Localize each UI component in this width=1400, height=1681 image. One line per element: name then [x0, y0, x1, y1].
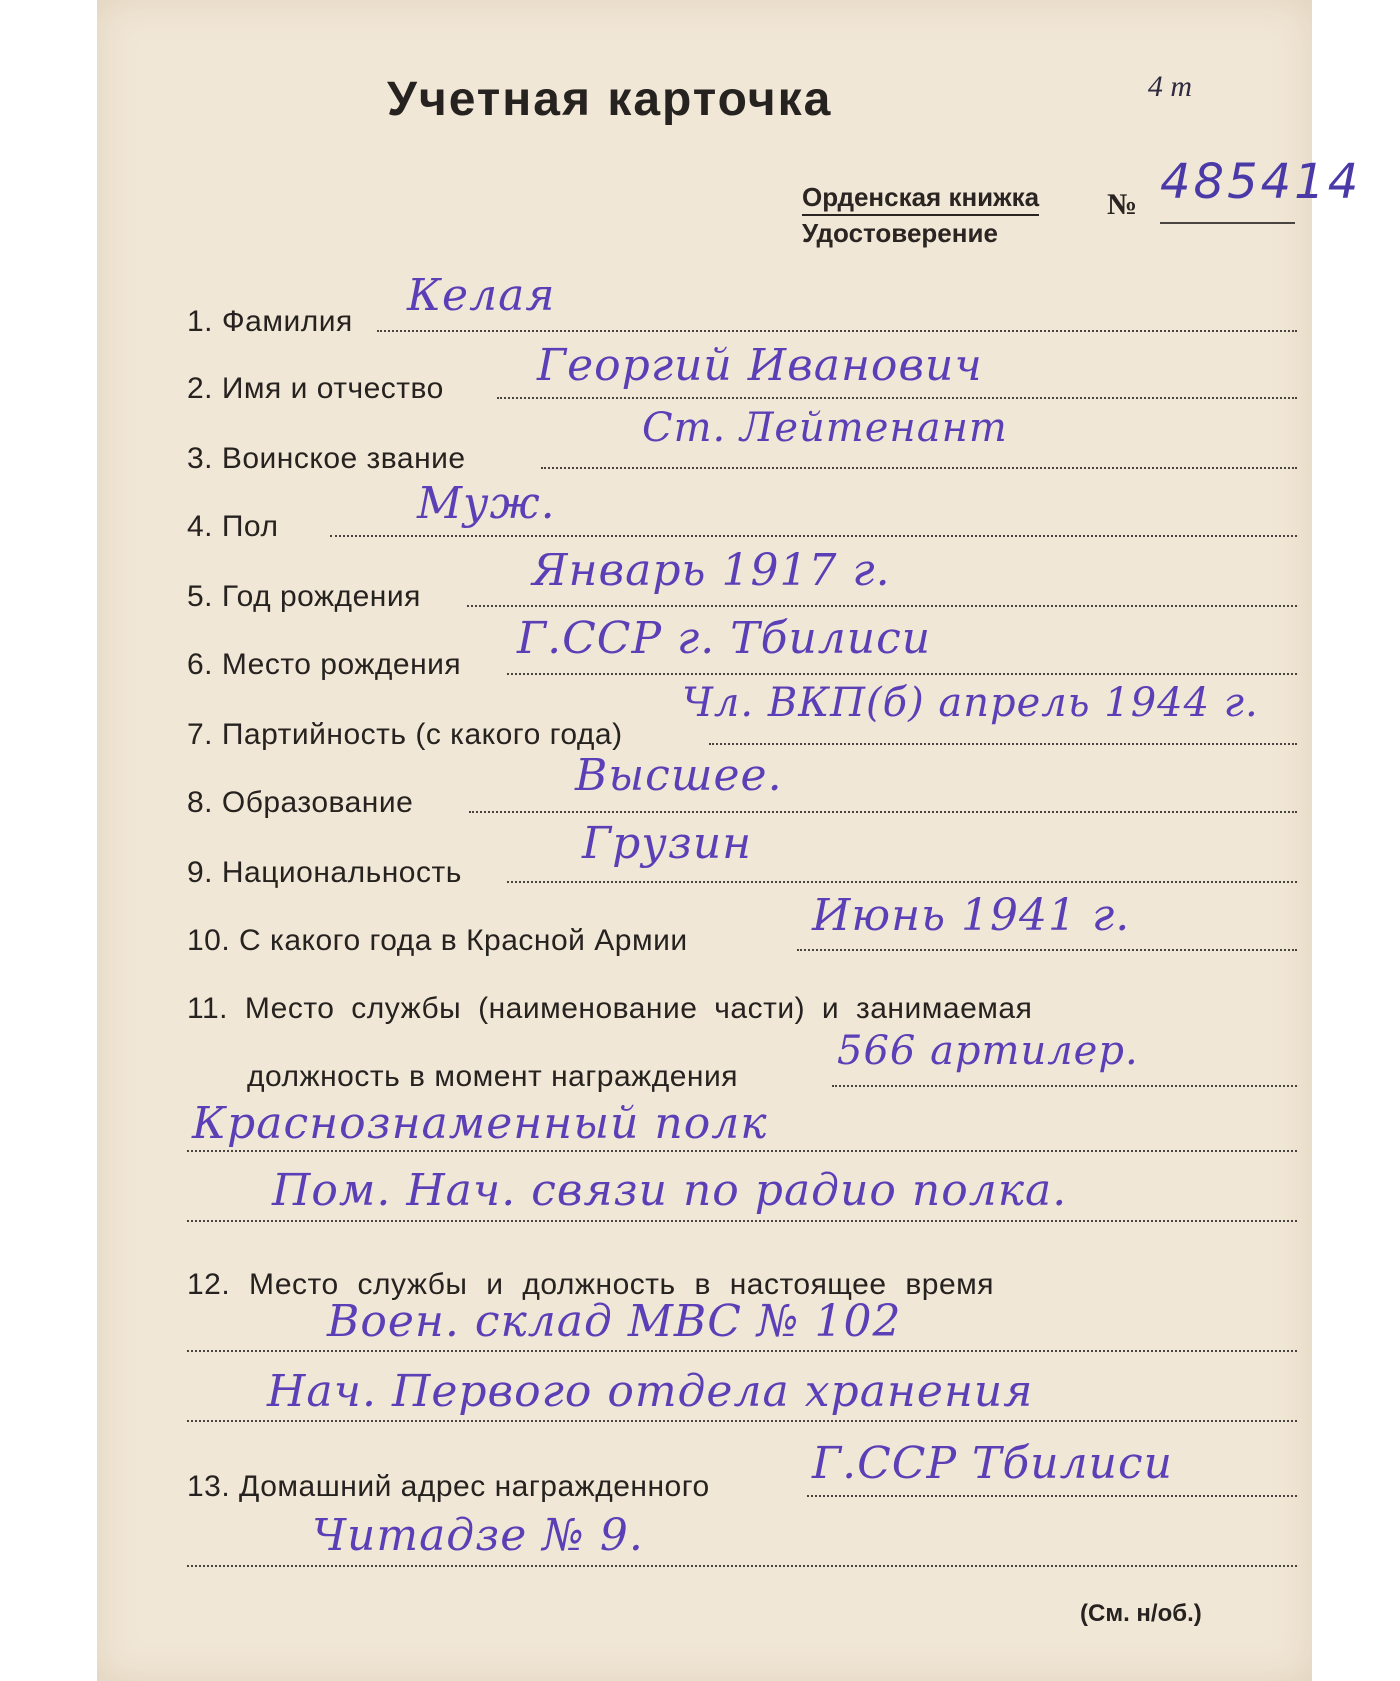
field-home-address-rule-2	[187, 1565, 1297, 1567]
document-type-block	[802, 180, 1039, 250]
field-rank-rule	[541, 467, 1297, 469]
field-birthplace-label: 6. Место рождения	[187, 648, 462, 681]
doc-type-certificate: Удостоверение	[802, 218, 998, 248]
field-name-label: 2. Имя и отчество	[187, 372, 444, 405]
field-surname-label: 1. Фамилия	[187, 305, 353, 338]
corner-note: 4 т	[1147, 70, 1192, 103]
field-service-label-line2: должность в момент награждения	[247, 1060, 738, 1093]
field-birthplace-value: Г.ССР г. Тбилиси	[517, 613, 932, 664]
field-birth-year-label: 5. Год рождения	[187, 580, 421, 613]
field-party-rule	[709, 743, 1297, 745]
field-nationality-label: 9. Национальность	[187, 856, 462, 889]
field-home-address-label: 13. Домашний адрес награжденного	[187, 1470, 710, 1503]
footnote-see-reverse: (См. н/об.)	[1080, 1600, 1202, 1627]
field-education-value: Высшее.	[575, 750, 783, 801]
field-party-label: 7. Партийность (с какого года)	[187, 718, 623, 751]
field-rank-value: Ст. Лейтенант	[642, 405, 1008, 451]
field-service-rule-2	[187, 1150, 1297, 1152]
doc-type-order-book: Орденская книжка	[802, 180, 1039, 216]
field-current-service-value-1: Воен. склад МВС № 102	[327, 1296, 902, 1347]
field-current-service-label: 12. Место службы и должность в настоящее время	[187, 1268, 995, 1301]
field-sex-label: 4. Пол	[187, 510, 279, 543]
field-home-address-value-2: Читадзе № 9.	[312, 1510, 644, 1561]
field-service-value-3: Пом. Нач. связи по радио полка.	[272, 1165, 1068, 1216]
field-sex-rule	[330, 535, 1297, 537]
field-service-value-1: 566 артилер.	[837, 1028, 1139, 1074]
field-nationality-rule	[507, 881, 1297, 883]
field-current-service-rule-2	[187, 1420, 1297, 1422]
field-army-year-label: 10. С какого года в Красной Армии	[187, 924, 688, 957]
field-army-year-rule	[797, 949, 1297, 951]
field-sex-value: Муж.	[417, 478, 556, 529]
field-surname-value: Келая	[407, 270, 556, 321]
card-title: Учетная карточка	[387, 73, 833, 126]
field-name-rule	[497, 397, 1297, 399]
field-service-rule-1	[832, 1085, 1297, 1087]
field-service-rule-3	[187, 1220, 1297, 1222]
number-rule	[1160, 222, 1295, 224]
field-army-year-value: Июнь 1941 г.	[812, 890, 1131, 941]
field-current-service-value-2: Нач. Первого отдела хранения	[267, 1366, 1034, 1417]
field-birth-year-value: Январь 1917 г.	[532, 545, 891, 596]
field-surname-rule	[377, 330, 1297, 332]
field-birth-year-rule	[467, 605, 1297, 607]
field-home-address-rule-1	[807, 1495, 1297, 1497]
field-rank-label: 3. Воинское звание	[187, 442, 466, 475]
number-sign: №	[1107, 188, 1138, 221]
field-birthplace-rule	[507, 673, 1297, 675]
field-current-service-rule-1	[187, 1350, 1297, 1352]
field-service-label-line1: 11. Место службы (наименование части) и занимаемая	[187, 992, 1033, 1025]
field-nationality-value: Грузин	[582, 818, 753, 869]
field-party-value: Чл. ВКП(б) апрель 1944 г.	[682, 680, 1259, 726]
document-number: 485414	[1160, 154, 1362, 210]
field-education-label: 8. Образование	[187, 786, 414, 819]
field-home-address-value-1: Г.ССР Тбилиси	[812, 1438, 1173, 1489]
field-service-value-2: Краснознаменный полк	[192, 1098, 768, 1149]
field-education-rule	[469, 811, 1297, 813]
record-card	[97, 0, 1362, 1681]
field-name-value: Георгий Иванович	[537, 340, 983, 391]
